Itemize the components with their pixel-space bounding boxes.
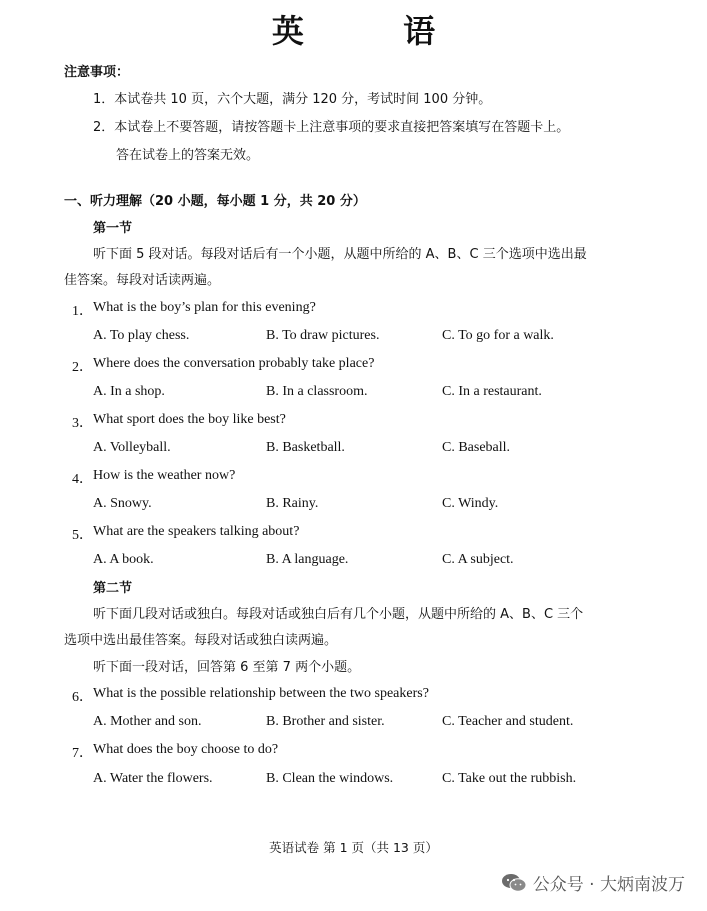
option-a: A. Water the flowers. bbox=[93, 771, 213, 786]
page-footer: 英语试卷 第 1 页（共 13 页） bbox=[269, 840, 438, 855]
option-b: B. To draw pictures. bbox=[266, 328, 380, 343]
option-a: A. Mother and son. bbox=[93, 714, 202, 729]
option-b: B. In a classroom. bbox=[266, 384, 368, 399]
part2-label: 第二节 bbox=[93, 581, 133, 596]
question-text: What are the speakers talking about? bbox=[93, 524, 300, 539]
notes-item-2-cont: 答在试卷上的答案无效。 bbox=[116, 148, 260, 163]
question-text: Where does the conversation probably take place? bbox=[93, 356, 375, 371]
question-number: 6． bbox=[72, 690, 93, 705]
option-c: C. A subject. bbox=[442, 552, 514, 567]
option-b: B. Clean the windows. bbox=[266, 771, 394, 786]
option-c: C. Baseball. bbox=[442, 440, 511, 455]
notes-item-2: 2．本试卷上不要答题，请按答题卡上注意事项的要求直接把答案填写在答题卡上。 bbox=[93, 120, 570, 135]
question-text: How is the weather now? bbox=[93, 468, 236, 483]
option-a: A. In a shop. bbox=[93, 384, 165, 399]
option-a: A. To play chess. bbox=[93, 328, 190, 343]
option-b: B. Rainy. bbox=[266, 496, 319, 511]
option-c: C. Windy. bbox=[442, 496, 499, 511]
part1-label: 第一节 bbox=[93, 221, 133, 236]
option-b: B. Brother and sister. bbox=[266, 714, 385, 729]
question-number: 5． bbox=[72, 528, 93, 543]
question-text: What does the boy choose to do? bbox=[93, 742, 279, 757]
option-b: B. A language. bbox=[266, 552, 349, 567]
option-c: C. In a restaurant. bbox=[442, 384, 542, 399]
option-a: A. Snowy. bbox=[93, 496, 152, 511]
option-c: C. To go for a walk. bbox=[442, 328, 554, 343]
question-text: What is the boy’s plan for this evening? bbox=[93, 300, 316, 315]
option-c: C. Take out the rubbish. bbox=[442, 771, 577, 786]
part2-instruction-3: 听下面一段对话，回答第 6 至第 7 两个小题。 bbox=[93, 660, 361, 675]
option-a: A. Volleyball. bbox=[93, 440, 171, 455]
part2-instruction-2: 选项中选出最佳答案。每段对话或独白读两遍。 bbox=[64, 633, 338, 648]
notes-item-1: 1．本试卷共 10 页，六个大题，满分 120 分，考试时间 100 分钟。 bbox=[93, 92, 492, 107]
part1-instruction-1: 听下面 5 段对话。每段对话后有一个小题，从题中所给的 A、B、C 三个选项中选出最 bbox=[93, 247, 587, 262]
question-number: 1． bbox=[72, 304, 93, 319]
option-a: A. A book. bbox=[93, 552, 154, 567]
wechat-icon bbox=[501, 873, 527, 893]
option-b: B. Basketball. bbox=[266, 440, 345, 455]
question-text: What sport does the boy like best? bbox=[93, 412, 286, 427]
notes-heading: 注意事项： bbox=[64, 65, 130, 80]
section1-heading: 一、听力理解（20 小题，每小题 1 分，共 20 分） bbox=[64, 194, 366, 209]
watermark bbox=[501, 870, 685, 895]
part2-instruction-1: 听下面几段对话或独白。每段对话或独白后有几个小题，从题中所给的 A、B、C 三个 bbox=[93, 607, 584, 622]
question-number: 3． bbox=[72, 416, 93, 431]
question-text: What is the possible relationship between the two speakers? bbox=[93, 686, 429, 701]
option-c: C. Teacher and student. bbox=[442, 714, 574, 729]
part1-instruction-2: 佳答案。每段对话读两遍。 bbox=[64, 273, 221, 288]
question-number: 2． bbox=[72, 360, 93, 375]
page-title: 英 语 bbox=[271, 12, 480, 50]
question-number: 7． bbox=[72, 746, 93, 761]
question-number: 4． bbox=[72, 472, 93, 487]
watermark-text: 公众号 · 大炳南波万 bbox=[532, 875, 685, 895]
